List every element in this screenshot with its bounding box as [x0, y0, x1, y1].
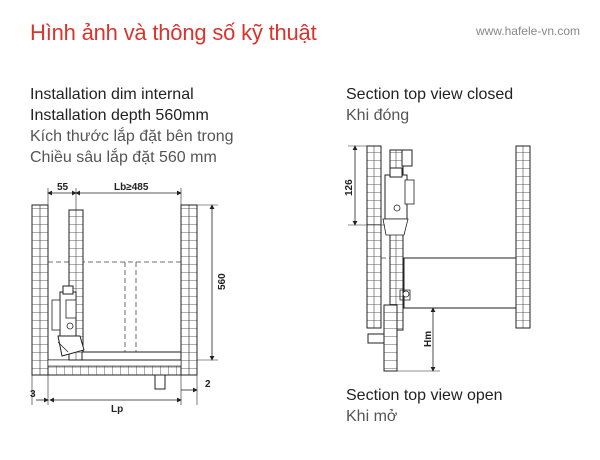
- dim-lb-label: Lb≥485: [114, 182, 149, 193]
- install-depth-label: Installation depth 560mm: [30, 107, 209, 124]
- dim-55-label: 55: [57, 182, 69, 193]
- page-title: Hình ảnh và thông số kỹ thuật: [30, 20, 317, 45]
- dim-hm-label: Hm: [423, 330, 434, 347]
- closed-handle: [368, 334, 384, 343]
- dim-560-label: 560: [217, 273, 228, 290]
- dim-3-label: 3: [30, 389, 36, 400]
- install-depth-label-vi: Chiều sâu lắp đặt 560 mm: [30, 149, 217, 166]
- dim-126-label: 126: [344, 179, 355, 196]
- open-view-label: Section top view open: [346, 387, 503, 404]
- install-dim-label: Installation dim internal: [30, 86, 194, 103]
- drawer-box: [404, 258, 516, 308]
- open-view-label-vi: Khi mở: [346, 408, 398, 425]
- dim-lp-label: Lp: [111, 404, 124, 415]
- right-section-drawing: [344, 146, 530, 371]
- website-url[interactable]: www.hafele-vn.com: [475, 24, 580, 38]
- dim-2-label: 2: [205, 379, 211, 390]
- handle: [155, 375, 165, 389]
- open-rail-extension: [384, 305, 397, 371]
- closed-view-label: Section top view closed: [346, 86, 514, 103]
- install-dim-label-vi: Kích thước lắp đặt bên trong: [30, 128, 234, 145]
- left-section-drawing: [30, 182, 228, 415]
- closed-view-label-vi: Khi đóng: [346, 107, 410, 124]
